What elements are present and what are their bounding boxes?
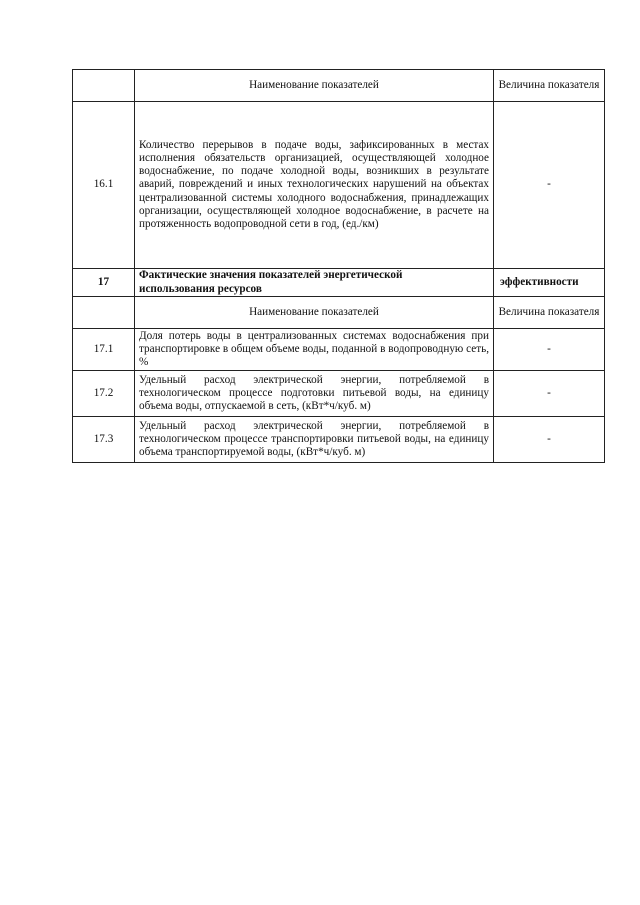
row-number: 17.2	[73, 371, 135, 417]
row-indicator-name: Удельный расход электрической энергии, потребляемой в технологическом процессе подготовки питьевой воды, на единицу объема воды, отпускаемой в сеть, (кВт*ч/куб. м)	[135, 371, 494, 417]
table-row	[73, 417, 605, 463]
header-value-cell: Величина показателя	[494, 70, 605, 102]
table-row	[73, 102, 605, 269]
row-number: 17.1	[73, 329, 135, 371]
row-indicator-value: -	[494, 417, 605, 463]
section-title-right: эффективности	[494, 269, 605, 297]
indicators-table	[72, 69, 605, 463]
row-indicator-name: Количество перерывов в подаче воды, зафиксированных в местах исполнения обязательств организацией, осуществляющей холодное водоснабжение, по подаче холодной воды, возникших в результате аварий, повреждений и иных технологических нарушений на объектах централизованной системы холодного водоснабжения, принадлежащих организации, осуществляющей холодное водоснабжение, в расчете на протяженность водопроводной сети в год, (ед./км)	[135, 102, 494, 269]
table-header-row	[73, 70, 605, 102]
table-row	[73, 329, 605, 371]
row-indicator-value: -	[494, 102, 605, 269]
row-indicator-value: -	[494, 329, 605, 371]
row-indicator-value: -	[494, 371, 605, 417]
header-name-cell: Наименование показателей	[135, 70, 494, 102]
table-row	[73, 371, 605, 417]
row-number: 17.3	[73, 417, 135, 463]
header-name-cell: Наименование показателей	[135, 297, 494, 329]
row-indicator-name: Удельный расход электрической энергии, потребляемой в технологическом процессе транспортировки питьевой воды, на единицу объема транспортируемой воды, (кВт*ч/куб. м)	[135, 417, 494, 463]
header-value-cell: Величина показателя	[494, 297, 605, 329]
row-indicator-name: Доля потерь воды в централизованных системах водоснабжения при транспортировке в общем объеме воды, поданной в водопроводную сеть, %	[135, 329, 494, 371]
section-row	[73, 269, 605, 297]
header-number-cell	[73, 70, 135, 102]
row-number: 16.1	[73, 102, 135, 269]
table-header-row	[73, 297, 605, 329]
header-number-cell	[73, 297, 135, 329]
section-title-line2: использования ресурсов	[139, 282, 262, 295]
section-title-line1: Фактические значения показателей энергетической	[139, 269, 403, 282]
section-number: 17	[73, 269, 135, 297]
section-title	[135, 269, 494, 297]
